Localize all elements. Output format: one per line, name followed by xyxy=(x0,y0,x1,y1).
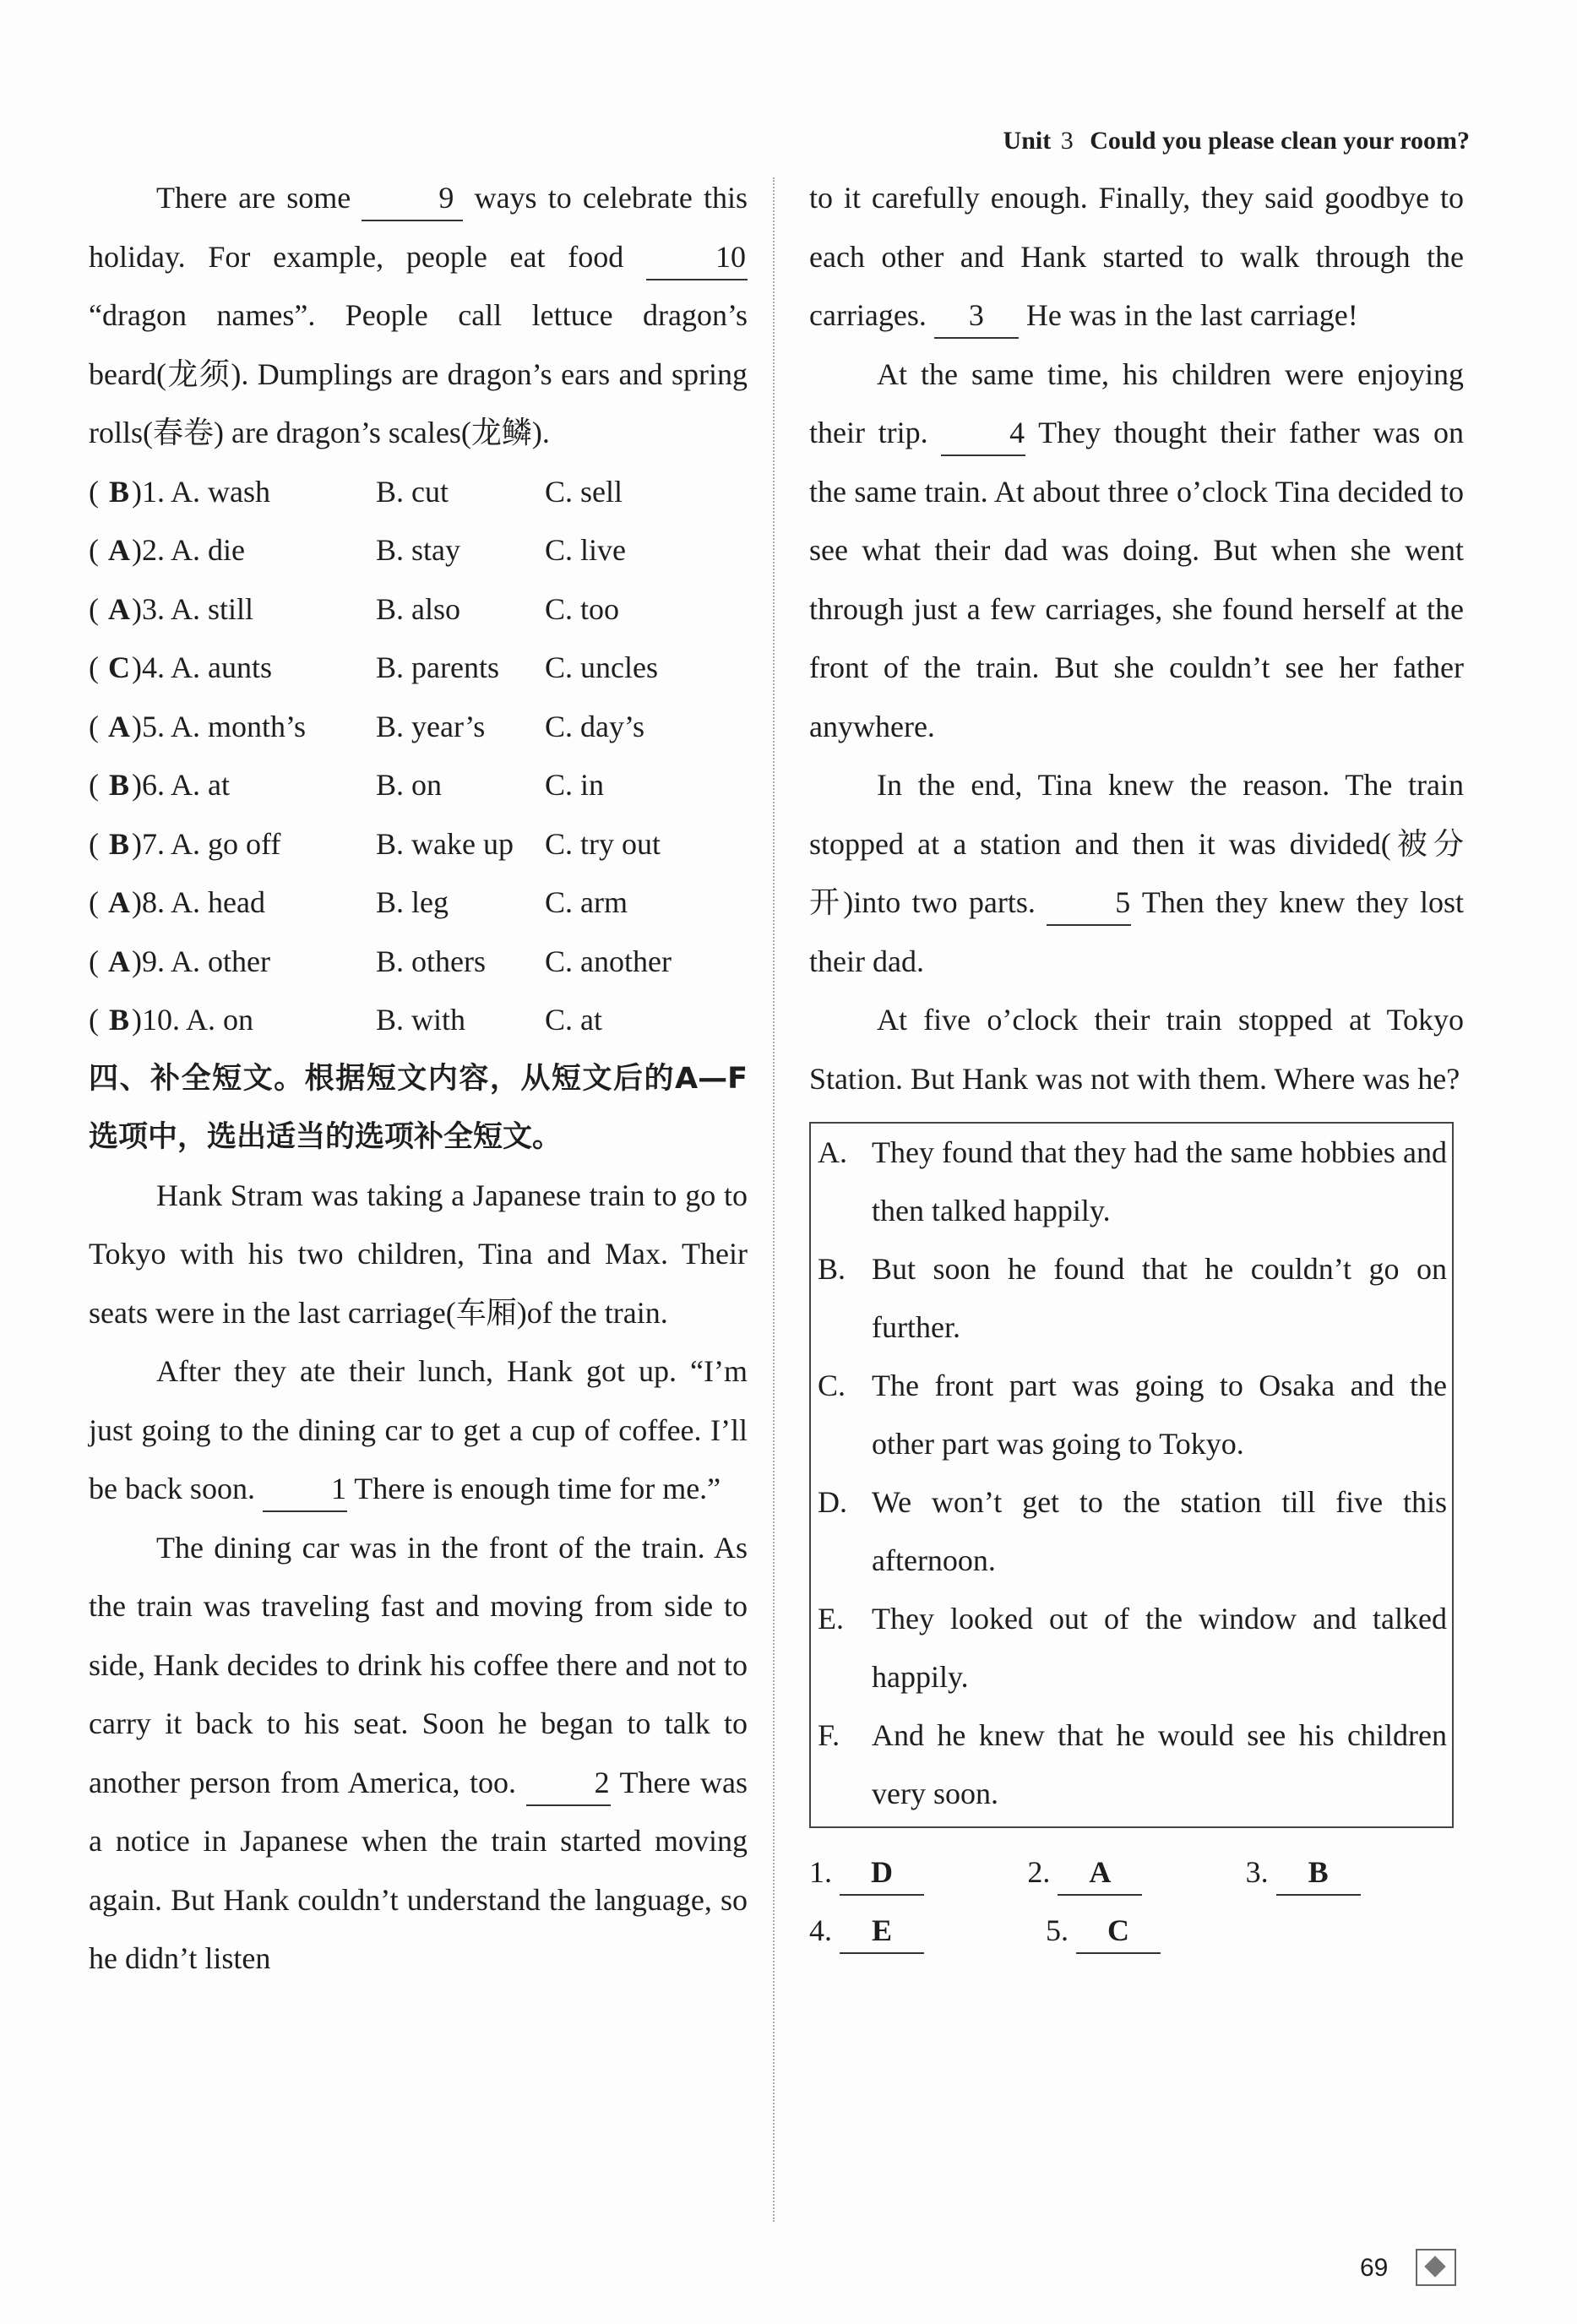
text: Then they knew they lost their dad. xyxy=(809,885,1464,978)
text: There is enough time for me.” xyxy=(346,1472,721,1505)
option-c: C. try out xyxy=(545,826,661,861)
text: ways to celebrate this holiday. For example, people eat food xyxy=(89,181,748,274)
choice-letter: F. xyxy=(818,1718,840,1752)
answer-blank: A xyxy=(1058,1850,1142,1896)
choice-letter: D. xyxy=(818,1485,847,1519)
choice-text: They looked out of the window and talked happily. xyxy=(872,1602,1447,1694)
option-a: A. on xyxy=(186,1003,254,1037)
choice-item xyxy=(818,1706,1447,1823)
option-row: ( A)5. A. month’s B. year’s C. day’s xyxy=(89,698,748,757)
option-c: C. uncles xyxy=(545,650,658,684)
section-heading: 四、补全短文。根据短文内容，从短文后的A—F选项中，选出适当的选项补全短文。 xyxy=(89,1061,748,1154)
answer: C xyxy=(108,650,130,684)
right-column xyxy=(809,169,1464,1960)
answer-number: 2. xyxy=(1027,1855,1051,1889)
option-c: C. arm xyxy=(545,885,628,919)
choice-letter: B. xyxy=(818,1252,846,1286)
question-number: 10. xyxy=(142,1003,180,1037)
option-c: C. day’s xyxy=(545,709,645,743)
blank-1: 1 xyxy=(263,1467,347,1512)
question-number: 2. xyxy=(142,533,165,567)
paragraph xyxy=(809,169,1464,346)
answer-number: 3. xyxy=(1245,1855,1269,1889)
choice-letter: C. xyxy=(818,1369,846,1402)
option-c: C. too xyxy=(545,591,620,626)
option-b: B. wake up xyxy=(376,826,514,861)
unit-label: Unit xyxy=(1003,127,1052,155)
blank-4: 4 xyxy=(941,411,1025,456)
paragraph xyxy=(89,169,748,463)
question-number: 4. xyxy=(142,650,165,684)
question-number: 8. xyxy=(142,885,165,919)
option-a: A. still xyxy=(171,591,254,626)
choice-letter: A. xyxy=(818,1135,847,1169)
paragraph: At five o’clock their train stopped at Tokyo Station. But Hank was not with them. Where was he? xyxy=(809,1003,1464,1096)
option-row: ( A)3. A. still B. also C. too xyxy=(89,580,748,640)
choice-text: The front part was going to Osaka and the other part was going to Tokyo. xyxy=(872,1369,1447,1461)
option-b: B. others xyxy=(376,944,486,978)
page-header xyxy=(912,127,1470,155)
option-row: ( A)9. A. other B. others C. another xyxy=(89,933,748,992)
blank-2: 2 xyxy=(526,1761,611,1806)
option-a: A. month’s xyxy=(171,709,307,743)
answer: A xyxy=(108,533,130,567)
choice-item xyxy=(818,1240,1447,1357)
text: At the same time, his children were enjoying their trip. xyxy=(809,356,1464,449)
answer-row xyxy=(809,1843,1464,1902)
choice-item xyxy=(818,1590,1447,1706)
option-b: B. leg xyxy=(376,885,449,919)
text: “dragon names”. People call lettuce dragon’s beard(龙须). Dumplings are dragon’s ears and spring rolls(春卷) are dragon’s scales(龙鳞). xyxy=(89,298,748,449)
answer-number: 4. xyxy=(809,1913,832,1947)
option-a: A. head xyxy=(171,885,265,919)
options-list xyxy=(89,463,748,1050)
answer-row xyxy=(809,1902,1464,1960)
option-row: ( B)7. A. go off B. wake up C. try out xyxy=(89,815,748,874)
option-row: ( B)10. A. on B. with C. at xyxy=(89,991,748,1050)
answer: B xyxy=(108,474,129,509)
paragraph: Hank Stram was taking a Japanese train to go to Tokyo with his two children, Tina and Max. Their seats were in the last carriage(车厢)of the train. xyxy=(89,1178,748,1330)
option-b: B. on xyxy=(376,768,443,802)
choice-item xyxy=(818,1357,1447,1473)
option-row: ( B)1. A. wash B. cut C. sell xyxy=(89,463,748,522)
option-a: A. go off xyxy=(171,826,281,861)
option-b: B. stay xyxy=(376,533,461,567)
answer: B xyxy=(108,768,129,802)
answer-number: 1. xyxy=(809,1855,832,1889)
question-number: 7. xyxy=(142,826,165,861)
answer-blank: B xyxy=(1276,1850,1361,1896)
blank-9: 9 xyxy=(362,176,463,221)
answer: A xyxy=(108,591,130,626)
left-column xyxy=(89,169,748,1989)
option-row: ( B)6. A. at B. on C. in xyxy=(89,756,748,815)
question-number: 6. xyxy=(142,768,165,802)
choice-text: They found that they had the same hobbies and then talked happily. xyxy=(872,1135,1447,1227)
option-c: C. live xyxy=(545,533,626,567)
question-number: 1. xyxy=(142,474,165,509)
answer: B xyxy=(108,826,129,861)
option-a: A. at xyxy=(171,768,230,802)
text: to it carefully enough. Finally, they said goodbye to each other and Hank started to walk through the carriages. xyxy=(809,181,1464,332)
choice-letter: E. xyxy=(818,1602,844,1636)
option-a: A. wash xyxy=(171,474,270,509)
text: There are some xyxy=(156,181,362,215)
paragraph xyxy=(809,756,1464,991)
answer: A xyxy=(108,944,130,978)
option-c: C. another xyxy=(545,944,672,978)
option-c: C. in xyxy=(545,768,605,802)
option-b: B. also xyxy=(376,591,461,626)
paragraph xyxy=(809,346,1464,757)
text: There was a notice in Japanese when the train started moving again. But Hank couldn’t understand the language, so he didn’t listen xyxy=(89,1765,748,1975)
option-b: B. parents xyxy=(376,650,499,684)
text: The dining car was in the front of the train. As the train was traveling fast and moving from side to side, Hank decides to drink his coffee there and not to carry it back to his seat. Soon he began to talk to another person from America, too. xyxy=(89,1530,748,1799)
choices-box xyxy=(809,1122,1454,1828)
option-b: B. cut xyxy=(376,474,449,509)
choice-text: But soon he found that he couldn’t go on further. xyxy=(872,1252,1447,1344)
text: They thought their father was on the same train. At about three o’clock Tina decided to see what their dad was doing. But when she went through just a few carriages, she found herself at the front of the train. But she couldn’t see her father anywhere. xyxy=(809,416,1464,743)
answer-blank: C xyxy=(1076,1908,1161,1954)
unit-number: 3 xyxy=(1060,127,1074,155)
option-row: ( C)4. A. aunts B. parents C. uncles xyxy=(89,639,748,698)
paragraph xyxy=(89,1519,748,1989)
question-number: 5. xyxy=(142,709,165,743)
paragraph xyxy=(89,1342,748,1519)
choice-text: We won’t get to the station till five this afternoon. xyxy=(872,1485,1447,1577)
option-a: A. aunts xyxy=(171,650,273,684)
blank-3: 3 xyxy=(934,293,1019,339)
answer-number: 5. xyxy=(1046,1913,1069,1947)
choice-text: And he knew that he would see his children very soon. xyxy=(872,1718,1447,1810)
blank-5: 5 xyxy=(1047,880,1131,926)
choice-item xyxy=(818,1124,1447,1240)
option-a: A. other xyxy=(171,944,270,978)
text: He was in the last carriage! xyxy=(1018,298,1358,332)
option-a: A. die xyxy=(171,533,245,567)
option-b: B. year’s xyxy=(376,709,486,743)
answer: B xyxy=(108,1003,129,1037)
answer-blank: D xyxy=(840,1850,924,1896)
page-number: 69 xyxy=(1360,2254,1389,2282)
question-number: 9. xyxy=(142,944,165,978)
option-c: C. at xyxy=(545,1003,602,1037)
question-number: 3. xyxy=(142,591,165,626)
text: In the end, Tina knew the reason. The train stopped at a station and then it was divided(被分开)into two parts. xyxy=(809,768,1464,919)
text: After they ate their lunch, Hank got up. “I’m just going to the dining car to get a cup of coffee. I’ll be back soon. xyxy=(89,1354,748,1505)
choice-item xyxy=(818,1473,1447,1590)
column-divider xyxy=(773,177,775,2222)
answer-grid xyxy=(809,1843,1464,1960)
answer: A xyxy=(108,709,130,743)
option-c: C. sell xyxy=(545,474,623,509)
answer: A xyxy=(108,885,130,919)
option-row: ( A)2. A. die B. stay C. live xyxy=(89,521,748,580)
blank-10: 10 xyxy=(646,235,748,280)
diamond-icon xyxy=(1416,2249,1456,2286)
unit-title: Could you please clean your room? xyxy=(1090,127,1470,155)
answer-blank: E xyxy=(840,1908,924,1954)
option-row: ( A)8. A. head B. leg C. arm xyxy=(89,874,748,933)
option-b: B. with xyxy=(376,1003,466,1037)
